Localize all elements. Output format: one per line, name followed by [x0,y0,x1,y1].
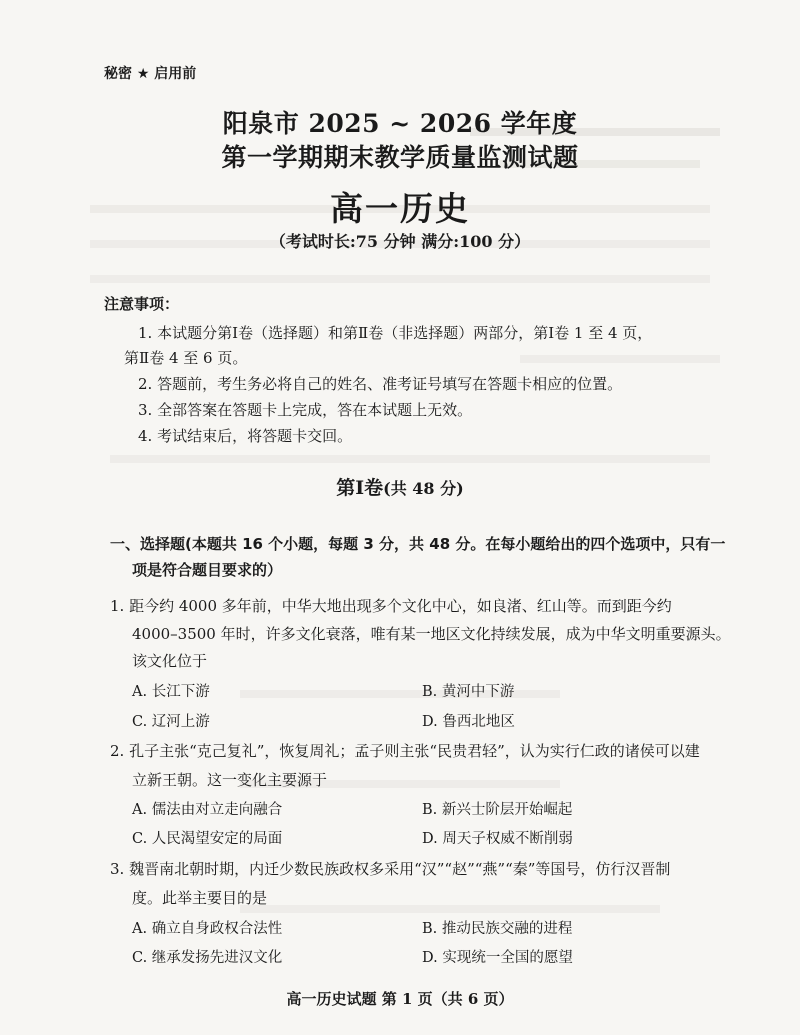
section-instructions: 项是符合题目要求的） [132,561,283,579]
exam-meta: （考试时长:75 分钟 满分:100 分） [269,232,531,251]
subject-title: 高一历史 [330,189,470,228]
question-stem: 3. 魏晋南北朝时期，内迁少数民族政权多采用“汉”“赵”“燕”“秦”等国号，仿行汉晋制 [110,860,671,878]
option-c: C. 人民渴望安定的局面 [132,831,283,847]
option-b: B. 推动民族交融的进程 [422,921,573,937]
question-stem: 1. 距今约 4000 多年前，中华大地出现多个文化中心，如良渚、红山等。而到距今约 [110,597,672,615]
notice-item: 2. 答题前，考生务必将自己的姓名、准考证号填写在答题卡相应的位置。 [138,375,623,393]
option-d: D. 鲁西北地区 [422,714,515,730]
option-c: C. 继承发扬先进汉文化 [132,950,283,966]
notice-item: 3. 全部答案在答题卡上完成，答在本试题上无效。 [138,401,473,419]
exam-title-line2: 第一学期期末教学质量监测试题 [221,143,579,172]
question-stem: 4000–3500 年时，许多文化衰落，唯有某一地区文化持续发展，成为中华文明重要源头。 [132,625,731,643]
option-a: A. 儒法由对立走向融合 [132,802,283,818]
section-instructions: 一、选择题(本题共 16 个小题，每题 3 分，共 48 分。在每小题给出的四个选项中，只有一 [110,535,726,553]
question-stem: 2. 孔子主张“克己复礼”，恢复周礼；孟子则主张“民贵君轻”，认为实行仁政的诸侯可以建 [110,742,700,760]
question-stem: 该文化位于 [132,652,208,670]
section-title-main: 第Ⅰ卷 [336,477,384,499]
question-stem: 立新王朝。这一变化主要源于 [132,771,328,789]
notice-item: 1. 本试题分第Ⅰ卷（选择题）和第Ⅱ卷（非选择题）两部分，第Ⅰ卷 1 至 4 页， [138,324,653,342]
option-a: A. 确立自身政权合法性 [132,921,283,937]
page-footer: 高一历史试题 第 1 页（共 6 页） [286,990,514,1008]
option-a: A. 长江下游 [132,684,210,700]
notice-item: 4. 考试结束后，将答题卡交回。 [138,427,353,445]
option-d: D. 周天子权威不断削弱 [422,831,573,847]
option-b: B. 新兴士阶层开始崛起 [422,802,573,818]
notice-heading: 注意事项： [104,295,180,313]
option-b: B. 黄河中下游 [422,684,515,700]
confidential-label: 秘密 ★ 启用前 [104,66,197,82]
option-d: D. 实现统一全国的愿望 [422,950,573,966]
option-c: C. 辽河上游 [132,714,210,730]
section-title [0,473,800,500]
question-stem: 度。此举主要目的是 [132,889,268,907]
exam-title-line1: 阳泉市 2025 ~ 2026 学年度 [222,109,578,138]
notice-item: 第Ⅱ卷 4 至 6 页。 [124,349,248,367]
section-title-sub: (共 48 分) [383,479,464,498]
